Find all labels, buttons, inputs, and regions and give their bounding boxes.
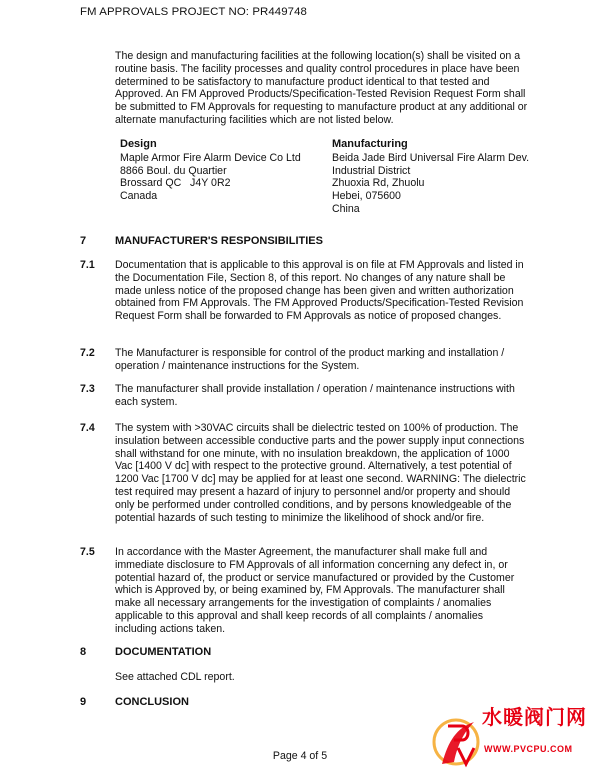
watermark: [428, 707, 598, 772]
design-line: 8866 Boul. du Quartier: [120, 164, 227, 177]
watermark-name: 水暖阀门网: [482, 707, 587, 729]
clause-text: The system with >30VAC circuits shall be dielectric tested on 100% of production. The insulation between accessible conductive parts and the power supply input connections shall withstand for one minute, with no insulation breakdown, the application of 1000 Vac [1400 V dc] with respect to the protective ground. Alternatively, a test potential of 1200 Vac [1700 V dc] may be applied for at least one second. WARNING: The dielectric test required may present a hazard of injury to personnel and/or property and should only be performed under controlled conditions, and by persons knowledgeable of the potential hazards of such testing to minimize the likelihood of shock and/or fire.: [115, 422, 526, 524]
clause-text: Documentation that is applicable to this approval is on file at FM Approvals and listed in the Documentation File, Section 8, of this report. No changes of any nature shall be made unless notice of the proposed change has been given and written authorization obtained from FM Approvals. The FM Approved Products/Specification-Tested Revision Request Form shall be forwarded to FM Approvals as notice of proposed changes.: [115, 259, 524, 323]
section-number: 8: [80, 646, 87, 658]
watermark-logo-icon: [428, 712, 480, 770]
manufacturing-line: China: [332, 202, 360, 215]
clause-number: 7.2: [80, 347, 95, 359]
section-number: 7: [80, 235, 87, 247]
clause-text: The Manufacturer is responsible for control of the product marking and installation / operation / maintenance instructions for the System.: [115, 347, 505, 372]
clause-number: 7.3: [80, 383, 95, 395]
intro-text: The design and manufacturing facilities at the following location(s) shall be visited on a routine basis. The facility processes and quality control procedures in place have been determined to be satisfactory to manufacture product identical to that tested and Approved. An FM Approved Products/Specification-Tested Revision Request Form shall be submitted to FM Approvals for requesting to manufacture product at any additional or alternate manufacturing facilities which are not listed below.: [115, 50, 528, 126]
clause-text: The manufacturer shall provide installation / operation / maintenance instructions with each system.: [115, 383, 515, 408]
manufacturing-facility: [332, 138, 529, 216]
section-title: DOCUMENTATION: [115, 646, 212, 658]
section-title: CONCLUSION: [115, 696, 189, 708]
design-title: Design: [120, 138, 157, 150]
design-line: Canada: [120, 190, 158, 203]
manufacturing-line: Zhuoxia Rd, Zhuolu: [332, 177, 425, 190]
intro-paragraph: [115, 50, 533, 127]
manufacturing-line: Hebei, 075600: [332, 190, 401, 203]
design-line: Maple Armor Fire Alarm Device Co Ltd: [120, 151, 301, 164]
clause-text: In accordance with the Master Agreement, the manufacturer shall make full and immediate disclosure to FM Approvals of all information concerning any defect in, or potential hazard of, the product or service manufactured or provided by the Customer which is Approved by, or being examined by, FM Approvals. The manufacturer shall make all necessary arrangements for the investigation of complaints / anomalies applicable to this approval and shall keep records of all complaints / anomalies including actions taken.: [115, 546, 515, 635]
page-number: Page 4 of 5: [272, 750, 328, 762]
clause-number: 7.1: [80, 259, 95, 271]
design-facility: [120, 138, 301, 203]
clause-number: 7.5: [80, 546, 95, 558]
clause-number: 7.4: [80, 422, 95, 434]
section-9-heading: [80, 696, 189, 709]
section-7-heading: [80, 235, 323, 248]
section-title: MANUFACTURER'S RESPONSIBILITIES: [115, 235, 323, 247]
watermark-url: WWW.PVCPU.COM: [484, 744, 573, 754]
project-header: FM APPROVALS PROJECT NO: PR449748: [80, 6, 307, 18]
design-line: Brossard QC J4Y 0R2: [120, 177, 231, 190]
manufacturing-title: Manufacturing: [332, 138, 408, 150]
manufacturing-line: Industrial District: [332, 164, 411, 177]
documentation-text: See attached CDL report.: [115, 671, 235, 683]
section-8-heading: [80, 646, 211, 659]
section-number: 9: [80, 696, 87, 708]
manufacturing-line: Beida Jade Bird Universal Fire Alarm Dev.: [332, 151, 530, 164]
